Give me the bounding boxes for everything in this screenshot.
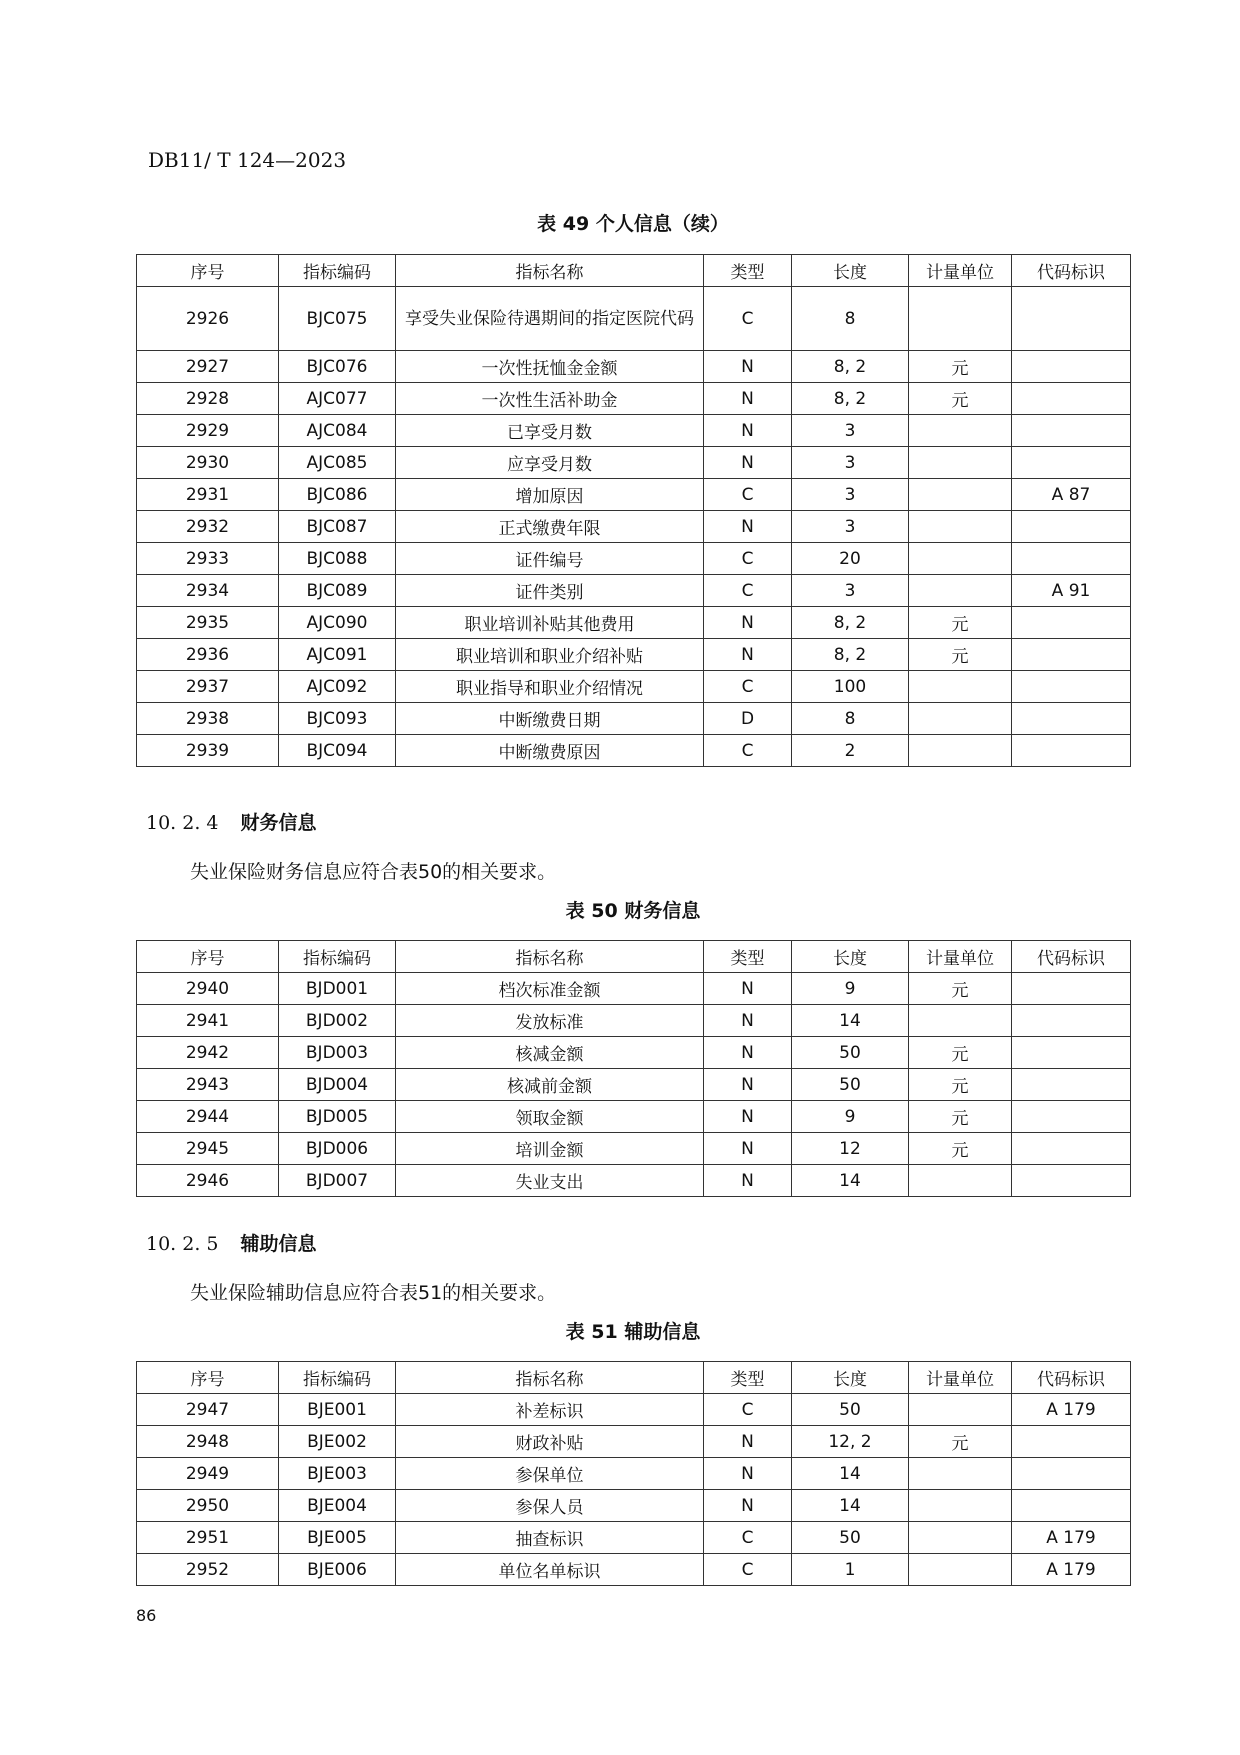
cell-code: BJC094 (279, 735, 396, 767)
column-header-name: 指标名称 (396, 1362, 704, 1394)
table-row (137, 1037, 1131, 1069)
cell-code-ref (1012, 415, 1131, 447)
column-header-name: 指标名称 (396, 941, 704, 973)
cell-type: N (704, 447, 792, 479)
column-header-code-ref: 代码标识 (1012, 1362, 1131, 1394)
column-header-code: 指标编码 (279, 1362, 396, 1394)
cell-type: N (704, 1005, 792, 1037)
cell-name: 单位名单标识 (396, 1554, 704, 1586)
cell-code: BJD006 (279, 1133, 396, 1165)
cell-name: 职业培训和职业介绍补贴 (396, 639, 704, 671)
cell-index: 2931 (137, 479, 279, 511)
column-header-type: 类型 (704, 1362, 792, 1394)
cell-name: 财政补贴 (396, 1426, 704, 1458)
cell-code: BJC086 (279, 479, 396, 511)
cell-code-ref (1012, 735, 1131, 767)
cell-type: N (704, 973, 792, 1005)
cell-type: C (704, 575, 792, 607)
cell-code: AJC077 (279, 383, 396, 415)
table-row (137, 415, 1131, 447)
cell-unit (909, 1554, 1012, 1586)
cell-unit (909, 1165, 1012, 1197)
cell-code-ref (1012, 447, 1131, 479)
cell-code-ref (1012, 1069, 1131, 1101)
table-row (137, 703, 1131, 735)
column-header-length: 长度 (792, 1362, 909, 1394)
cell-code-ref: A 179 (1012, 1554, 1131, 1586)
cell-code-ref: A 91 (1012, 575, 1131, 607)
cell-type: C (704, 1394, 792, 1426)
cell-unit: 元 (909, 1133, 1012, 1165)
cell-code-ref (1012, 671, 1131, 703)
page-number: 86 (136, 1606, 157, 1625)
cell-name: 中断缴费原因 (396, 735, 704, 767)
table-row (137, 447, 1131, 479)
table-header-row (137, 941, 1131, 973)
cell-unit: 元 (909, 1426, 1012, 1458)
column-header-index: 序号 (137, 941, 279, 973)
table-header-row (137, 1362, 1131, 1394)
cell-index: 2949 (137, 1458, 279, 1490)
table-row (137, 287, 1131, 351)
column-header-length: 长度 (792, 255, 909, 287)
cell-index: 2952 (137, 1554, 279, 1586)
cell-unit (909, 671, 1012, 703)
cell-type: C (704, 671, 792, 703)
cell-code-ref (1012, 1037, 1131, 1069)
cell-type: N (704, 1101, 792, 1133)
cell-index: 2932 (137, 511, 279, 543)
cell-code-ref (1012, 1101, 1131, 1133)
column-header-index: 序号 (137, 255, 279, 287)
cell-length: 50 (792, 1069, 909, 1101)
cell-code-ref: A 87 (1012, 479, 1131, 511)
cell-index: 2937 (137, 671, 279, 703)
cell-name: 核减金额 (396, 1037, 704, 1069)
column-header-unit: 计量单位 (909, 1362, 1012, 1394)
cell-name: 职业指导和职业介绍情况 (396, 671, 704, 703)
cell-length: 14 (792, 1165, 909, 1197)
cell-unit: 元 (909, 639, 1012, 671)
table-row (137, 543, 1131, 575)
cell-code: BJC089 (279, 575, 396, 607)
cell-code: BJD002 (279, 1005, 396, 1037)
cell-code: BJD003 (279, 1037, 396, 1069)
cell-index: 2933 (137, 543, 279, 575)
cell-code-ref (1012, 1133, 1131, 1165)
cell-code-ref: A 179 (1012, 1394, 1131, 1426)
cell-name: 发放标准 (396, 1005, 704, 1037)
table-row (137, 1101, 1131, 1133)
cell-unit (909, 703, 1012, 735)
cell-code: BJC075 (279, 287, 396, 351)
column-header-index: 序号 (137, 1362, 279, 1394)
cell-length: 14 (792, 1005, 909, 1037)
column-header-unit: 计量单位 (909, 941, 1012, 973)
cell-name: 一次性抚恤金金额 (396, 351, 704, 383)
cell-code: BJD007 (279, 1165, 396, 1197)
cell-name: 领取金额 (396, 1101, 704, 1133)
cell-code-ref (1012, 1005, 1131, 1037)
table-51 (136, 1361, 1131, 1586)
table-row (137, 973, 1131, 1005)
cell-code-ref (1012, 607, 1131, 639)
cell-index: 2940 (137, 973, 279, 1005)
table-row (137, 1394, 1131, 1426)
column-header-name: 指标名称 (396, 255, 704, 287)
cell-length: 50 (792, 1522, 909, 1554)
document-id: DB11/ T 124—2023 (148, 148, 347, 172)
cell-name: 核减前金额 (396, 1069, 704, 1101)
cell-length: 14 (792, 1490, 909, 1522)
cell-name: 证件编号 (396, 543, 704, 575)
cell-code-ref (1012, 543, 1131, 575)
cell-name: 正式缴费年限 (396, 511, 704, 543)
cell-index: 2934 (137, 575, 279, 607)
cell-length: 3 (792, 511, 909, 543)
cell-index: 2936 (137, 639, 279, 671)
cell-code: BJC093 (279, 703, 396, 735)
cell-code-ref (1012, 383, 1131, 415)
cell-length: 2 (792, 735, 909, 767)
cell-code: BJE002 (279, 1426, 396, 1458)
cell-name: 已享受月数 (396, 415, 704, 447)
cell-type: C (704, 1522, 792, 1554)
cell-index: 2942 (137, 1037, 279, 1069)
cell-length: 50 (792, 1037, 909, 1069)
column-header-length: 长度 (792, 941, 909, 973)
cell-code: BJE001 (279, 1394, 396, 1426)
table-row (137, 1458, 1131, 1490)
cell-length: 3 (792, 415, 909, 447)
table-row (137, 1005, 1131, 1037)
cell-index: 2945 (137, 1133, 279, 1165)
cell-unit: 元 (909, 1037, 1012, 1069)
cell-length: 9 (792, 1101, 909, 1133)
cell-length: 20 (792, 543, 909, 575)
cell-unit (909, 447, 1012, 479)
cell-unit (909, 287, 1012, 351)
cell-code: AJC092 (279, 671, 396, 703)
table-row (137, 1133, 1131, 1165)
cell-index: 2948 (137, 1426, 279, 1458)
cell-code-ref (1012, 973, 1131, 1005)
section-title: 财务信息 (240, 812, 317, 834)
cell-length: 9 (792, 973, 909, 1005)
cell-unit (909, 1005, 1012, 1037)
cell-type: N (704, 383, 792, 415)
table-row (137, 671, 1131, 703)
cell-type: N (704, 1490, 792, 1522)
cell-length: 12, 2 (792, 1426, 909, 1458)
column-header-code: 指标编码 (279, 255, 396, 287)
cell-code-ref (1012, 351, 1131, 383)
column-header-type: 类型 (704, 255, 792, 287)
cell-code: BJD004 (279, 1069, 396, 1101)
table-50-caption: 表 50 财务信息 (565, 900, 701, 922)
table-row (137, 575, 1131, 607)
cell-unit: 元 (909, 1069, 1012, 1101)
cell-index: 2951 (137, 1522, 279, 1554)
cell-length: 8, 2 (792, 383, 909, 415)
cell-type: N (704, 1426, 792, 1458)
cell-name: 失业支出 (396, 1165, 704, 1197)
cell-length: 3 (792, 575, 909, 607)
table-row (137, 607, 1131, 639)
cell-name: 证件类别 (396, 575, 704, 607)
cell-index: 2947 (137, 1394, 279, 1426)
cell-name: 一次性生活补助金 (396, 383, 704, 415)
cell-code: BJD001 (279, 973, 396, 1005)
cell-name: 应享受月数 (396, 447, 704, 479)
section-heading-10-2-5 (146, 1229, 317, 1256)
cell-unit (909, 575, 1012, 607)
cell-code-ref (1012, 511, 1131, 543)
cell-index: 2935 (137, 607, 279, 639)
column-header-unit: 计量单位 (909, 255, 1012, 287)
table-row (137, 639, 1131, 671)
cell-type: D (704, 703, 792, 735)
cell-name: 档次标准金额 (396, 973, 704, 1005)
cell-type: N (704, 351, 792, 383)
cell-unit: 元 (909, 383, 1012, 415)
cell-type: C (704, 287, 792, 351)
cell-type: N (704, 1133, 792, 1165)
cell-length: 8, 2 (792, 607, 909, 639)
cell-index: 2950 (137, 1490, 279, 1522)
table-49 (136, 254, 1131, 767)
cell-name: 参保人员 (396, 1490, 704, 1522)
table-row (137, 383, 1131, 415)
cell-type: N (704, 1037, 792, 1069)
cell-unit (909, 479, 1012, 511)
cell-unit (909, 1458, 1012, 1490)
cell-length: 8, 2 (792, 351, 909, 383)
cell-index: 2939 (137, 735, 279, 767)
cell-name: 增加原因 (396, 479, 704, 511)
column-header-type: 类型 (704, 941, 792, 973)
cell-code: BJC088 (279, 543, 396, 575)
cell-code: AJC085 (279, 447, 396, 479)
cell-index: 2941 (137, 1005, 279, 1037)
section-number: 10. 2. 4 (146, 812, 219, 834)
cell-length: 12 (792, 1133, 909, 1165)
table-row (137, 1490, 1131, 1522)
cell-length: 8, 2 (792, 639, 909, 671)
column-header-code-ref: 代码标识 (1012, 941, 1131, 973)
cell-index: 2930 (137, 447, 279, 479)
cell-name: 享受失业保险待遇期间的指定医院代码 (396, 287, 704, 351)
cell-code: BJC087 (279, 511, 396, 543)
cell-code-ref (1012, 1165, 1131, 1197)
section-paragraph: 失业保险财务信息应符合表50的相关要求。 (190, 861, 557, 883)
cell-index: 2929 (137, 415, 279, 447)
cell-code: AJC084 (279, 415, 396, 447)
table-row (137, 1069, 1131, 1101)
table-row (137, 511, 1131, 543)
table-row (137, 1426, 1131, 1458)
cell-type: C (704, 735, 792, 767)
cell-unit (909, 543, 1012, 575)
cell-code-ref (1012, 287, 1131, 351)
cell-length: 3 (792, 479, 909, 511)
cell-type: N (704, 1165, 792, 1197)
cell-type: N (704, 1069, 792, 1101)
cell-name: 培训金额 (396, 1133, 704, 1165)
table-49-caption: 表 49 个人信息（续） (537, 213, 729, 235)
cell-name: 中断缴费日期 (396, 703, 704, 735)
table-header-row (137, 255, 1131, 287)
cell-unit: 元 (909, 973, 1012, 1005)
cell-unit (909, 511, 1012, 543)
cell-unit: 元 (909, 351, 1012, 383)
cell-code-ref (1012, 1458, 1131, 1490)
cell-unit (909, 735, 1012, 767)
cell-index: 2928 (137, 383, 279, 415)
cell-index: 2944 (137, 1101, 279, 1133)
cell-length: 8 (792, 287, 909, 351)
table-row (137, 1165, 1131, 1197)
cell-code: BJD005 (279, 1101, 396, 1133)
cell-name: 补差标识 (396, 1394, 704, 1426)
cell-name: 参保单位 (396, 1458, 704, 1490)
cell-type: N (704, 415, 792, 447)
cell-name: 职业培训补贴其他费用 (396, 607, 704, 639)
cell-type: C (704, 1554, 792, 1586)
cell-type: N (704, 1458, 792, 1490)
cell-type: N (704, 639, 792, 671)
cell-unit (909, 1394, 1012, 1426)
table-row (137, 1522, 1131, 1554)
cell-type: C (704, 543, 792, 575)
table-51-caption: 表 51 辅助信息 (565, 1321, 701, 1343)
cell-code: BJE005 (279, 1522, 396, 1554)
cell-unit (909, 415, 1012, 447)
cell-index: 2938 (137, 703, 279, 735)
section-title: 辅助信息 (240, 1233, 317, 1255)
cell-index: 2927 (137, 351, 279, 383)
cell-index: 2926 (137, 287, 279, 351)
column-header-code-ref: 代码标识 (1012, 255, 1131, 287)
table-row (137, 735, 1131, 767)
cell-code: AJC090 (279, 607, 396, 639)
cell-code: BJC076 (279, 351, 396, 383)
table-50 (136, 940, 1131, 1197)
table-row (137, 1554, 1131, 1586)
cell-code-ref (1012, 639, 1131, 671)
section-number: 10. 2. 5 (146, 1233, 219, 1255)
cell-length: 14 (792, 1458, 909, 1490)
column-header-code: 指标编码 (279, 941, 396, 973)
cell-unit (909, 1490, 1012, 1522)
cell-code-ref (1012, 703, 1131, 735)
cell-name: 抽查标识 (396, 1522, 704, 1554)
cell-code-ref (1012, 1490, 1131, 1522)
cell-code: BJE003 (279, 1458, 396, 1490)
cell-type: N (704, 607, 792, 639)
section-heading-10-2-4 (146, 808, 317, 835)
cell-length: 8 (792, 703, 909, 735)
cell-type: N (704, 511, 792, 543)
cell-length: 50 (792, 1394, 909, 1426)
cell-code-ref: A 179 (1012, 1522, 1131, 1554)
table-row (137, 479, 1131, 511)
cell-unit: 元 (909, 607, 1012, 639)
cell-code: BJE004 (279, 1490, 396, 1522)
cell-unit: 元 (909, 1101, 1012, 1133)
cell-index: 2943 (137, 1069, 279, 1101)
cell-code-ref (1012, 1426, 1131, 1458)
cell-unit (909, 1522, 1012, 1554)
cell-code: BJE006 (279, 1554, 396, 1586)
cell-length: 100 (792, 671, 909, 703)
section-paragraph: 失业保险辅助信息应符合表51的相关要求。 (190, 1282, 557, 1304)
cell-type: C (704, 479, 792, 511)
cell-index: 2946 (137, 1165, 279, 1197)
cell-code: AJC091 (279, 639, 396, 671)
cell-length: 1 (792, 1554, 909, 1586)
cell-length: 3 (792, 447, 909, 479)
table-row (137, 351, 1131, 383)
